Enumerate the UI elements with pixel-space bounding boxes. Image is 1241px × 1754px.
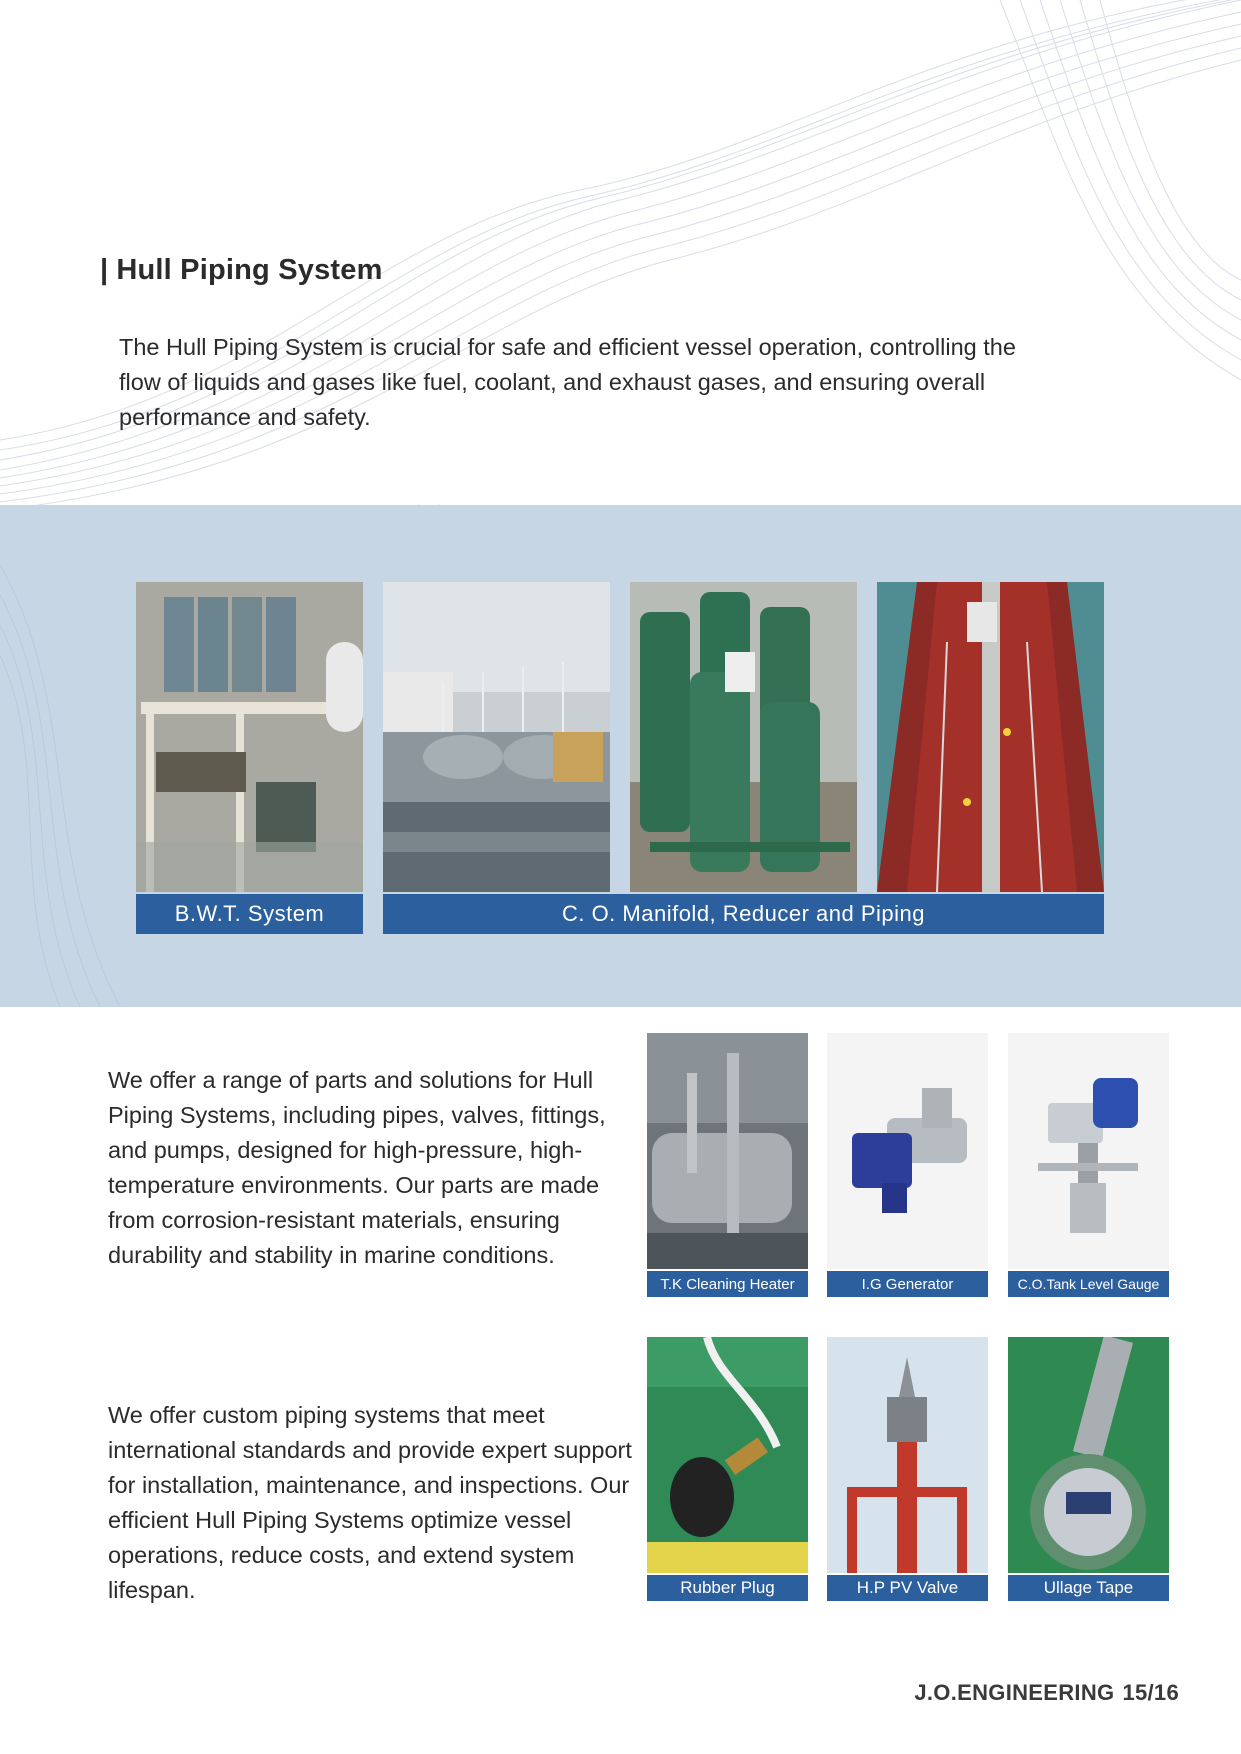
page-number: 15/16 xyxy=(1122,1680,1179,1705)
caption-rubber-plug: Rubber Plug xyxy=(647,1575,808,1601)
rubber-plug-photo xyxy=(647,1337,808,1573)
body-paragraph-2: We offer custom piping systems that meet international standards and provide expert support for installation, maintenance, and inspections. Our efficient Hull Piping Systems optimize vessel operations, reduce costs, and extend system lifespan. xyxy=(108,1402,632,1603)
bwt-system-photo xyxy=(136,582,363,892)
page-footer xyxy=(906,1680,1179,1706)
caption-manifold: C. O. Manifold, Reducer and Piping xyxy=(383,894,1104,934)
heading-bar: | xyxy=(100,254,109,286)
body-paragraph-1: We offer a range of parts and solutions for Hull Piping Systems, including pipes, valves, fittings, and pumps, designed for high-pressure, high-temperature environments. Our parts are made from corrosion-resistant materials, ensuring durability and stability in marine conditions. xyxy=(108,1067,606,1268)
manifold-photo-3 xyxy=(877,582,1104,892)
section-title: Hull Piping System xyxy=(116,254,383,286)
caption-hp-pv-valve: H.P PV Valve xyxy=(827,1575,988,1601)
caption-ullage-tape: Ullage Tape xyxy=(1008,1575,1169,1601)
manifold-photo-2 xyxy=(630,582,857,892)
ullage-tape-photo xyxy=(1008,1337,1169,1573)
ig-generator-photo xyxy=(827,1033,988,1269)
caption-bwt-system: B.W.T. System xyxy=(136,894,363,934)
caption-ig-generator: I.G Generator xyxy=(827,1271,988,1297)
caption-co-tank-level-gauge: C.O.Tank Level Gauge xyxy=(1008,1271,1169,1297)
footer-company: J.O.ENGINEERING xyxy=(914,1680,1115,1705)
hp-pv-valve-photo xyxy=(827,1337,988,1573)
manifold-photo-1 xyxy=(383,582,610,892)
section-heading xyxy=(100,254,383,287)
caption-tk-cleaning-heater: T.K Cleaning Heater xyxy=(647,1271,808,1297)
tk-cleaning-heater-photo xyxy=(647,1033,808,1269)
intro-paragraph: The Hull Piping System is crucial for safe and efficient vessel operation, controlling the flow of liquids and gases like fuel, coolant, and exhaust gases, and ensuring overall performance and safety. xyxy=(119,334,1016,430)
co-tank-level-gauge-photo xyxy=(1008,1033,1169,1269)
